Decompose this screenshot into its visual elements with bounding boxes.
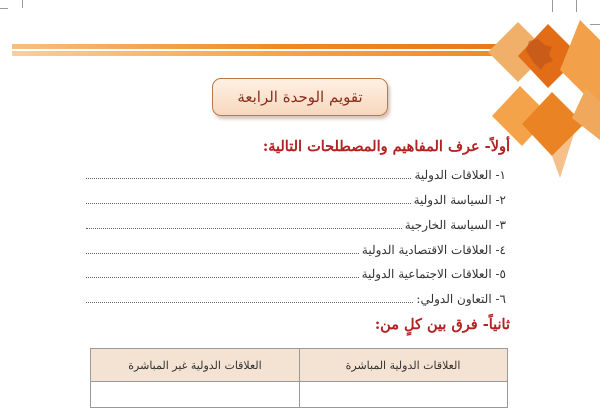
answer-line[interactable] [86,302,413,303]
answer-line[interactable] [86,228,402,229]
definition-item [86,284,506,306]
definition-item [86,185,506,207]
definition-item [86,235,506,257]
definition-item [86,259,506,281]
unit-title-box [212,78,388,116]
answer-line[interactable] [86,178,411,179]
item-label: ٥- العلاقات الاجتماعية الدولية [361,267,506,281]
item-label: ١- العلاقات الدولية [414,168,506,182]
answer-line[interactable] [86,203,411,204]
table-header-cell: العلاقات الدولية المباشرة [345,358,461,372]
page-title: تقويم الوحدة الرابعة [237,88,363,106]
answer-line[interactable] [86,277,359,278]
definition-item [86,210,506,232]
answer-line[interactable] [86,253,359,254]
table-header-cell: العلاقات الدولية غير المباشرة [128,358,262,372]
comparison-table [90,348,508,408]
section1-heading: أولاً- عرف المفاهيم والمصطلحات التالية: [262,138,510,155]
item-label: ٦- التعاون الدولي: [416,292,506,306]
section2-heading: ثانياً- فرق بين كلٍ من: [374,316,510,333]
definition-item [86,160,506,182]
table-divider [299,349,300,407]
item-label: ٢- السياسة الدولية [413,193,506,207]
item-label: ٤- العلاقات الاقتصادية الدولية [361,243,506,257]
item-label: ٣- السياسة الخارجية [404,218,506,232]
